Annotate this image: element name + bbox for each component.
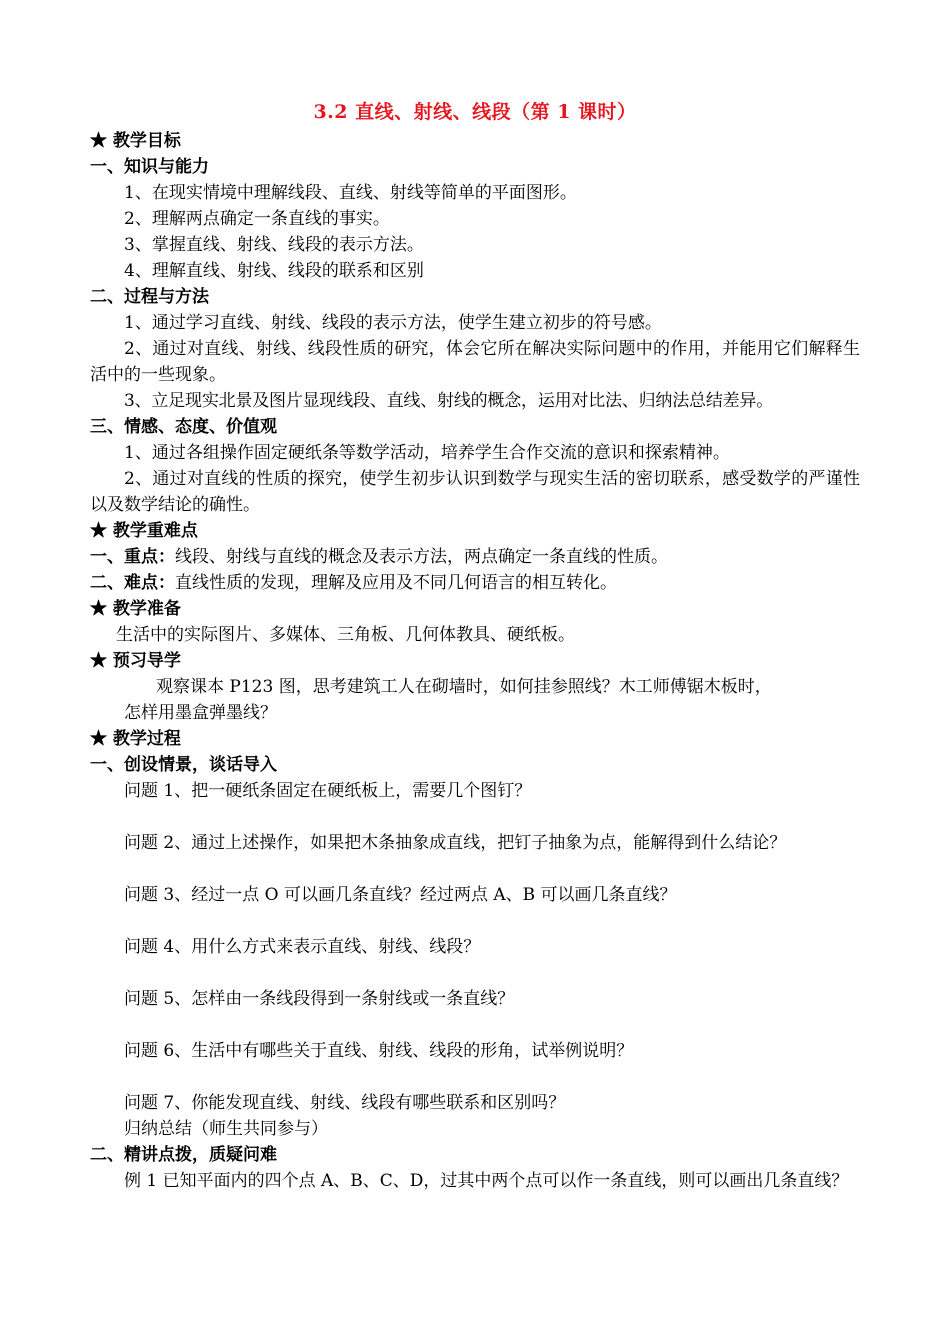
summary-text: 归纳总结（师生共同参与） <box>124 1119 328 1139</box>
question-item: 问题 5、怎样由一条线段得到一条射线或一条直线？ <box>124 989 515 1009</box>
emotion-heading: 三、情感、态度、价值观 <box>90 417 277 437</box>
question-item: 问题 2、通过上述操作，如果把木条抽象成直线，把钉子抽象为点，能解得到什么结论？ <box>124 833 787 853</box>
difficult-point <box>90 570 860 596</box>
process2-heading: ★ 教学过程 <box>90 729 181 749</box>
key-point <box>90 544 860 570</box>
question-item: 问题 3、经过一点 O 可以画几条直线？经过两点 A、B 可以画几条直线？ <box>124 885 677 905</box>
process-item: 2、通过对直线、射线、线段性质的研究，体会它所在解决实际问题中的作用，并能用它们解释生活中的一些现象。 <box>90 339 860 385</box>
knowledge-item: 4、理解直线、射线、线段的联系和区别 <box>124 261 424 281</box>
prep-text: 生活中的实际图片、多媒体、三角板、几何体教具、硬纸板。 <box>116 625 575 645</box>
goals-heading: ★ 教学目标 <box>90 131 181 151</box>
difficult-point-text: 直线性质的发现，理解及应用及不同几何语言的相互转化。 <box>175 573 617 593</box>
knowledge-heading: 一、知识与能力 <box>90 157 209 177</box>
question-item: 问题 4、用什么方式来表示直线、射线、线段？ <box>124 937 481 957</box>
spacer <box>90 1064 860 1090</box>
key-point-text: 线段、射线与直线的概念及表示方法，两点确定一条直线的性质。 <box>175 547 668 567</box>
question-item: 问题 1、把一硬纸条固定在硬纸板上，需要几个图钉？ <box>124 781 532 801</box>
key-point-label: 一、重点： <box>90 547 175 567</box>
question-item: 问题 7、你能发现直线、射线、线段有哪些联系和区别吗？ <box>124 1093 566 1113</box>
process-item: 3、立足现实北景及图片显现线段、直线、射线的概念，运用对比法、归纳法总结差异。 <box>124 391 774 411</box>
spacer <box>90 960 860 986</box>
spacer <box>90 856 860 882</box>
spacer <box>90 804 860 830</box>
key-heading: ★ 教学重难点 <box>90 521 198 541</box>
preview-text-cont: 怎样用墨盒弹墨线？ <box>124 703 277 723</box>
process-heading: 二、过程与方法 <box>90 287 209 307</box>
explain-heading: 二、精讲点拨，质疑问难 <box>90 1145 277 1165</box>
preview-heading: ★ 预习导学 <box>90 651 181 671</box>
knowledge-item: 1、在现实情境中理解线段、直线、射线等简单的平面图形。 <box>124 183 577 203</box>
question-item: 问题 6、生活中有哪些关于直线、射线、线段的形角，试举例说明？ <box>124 1041 634 1061</box>
spacer <box>90 1012 860 1038</box>
difficult-point-label: 二、难点： <box>90 573 175 593</box>
spacer <box>90 908 860 934</box>
example-1: 例 1 已知平面内的四个点 A、B、C、D，过其中两个点可以作一条直线，则可以画出几条直线？ <box>124 1171 849 1191</box>
page-title: 3.2 直线、射线、线段（第 1 课时） <box>313 101 637 123</box>
knowledge-item: 3、掌握直线、射线、线段的表示方法。 <box>124 235 424 255</box>
process-item: 1、通过学习直线、射线、线段的表示方法，使学生建立初步的符号感。 <box>124 313 662 333</box>
emotion-item: 1、通过各组操作固定硬纸条等数学活动，培养学生合作交流的意识和探索精神。 <box>124 443 730 463</box>
knowledge-item: 2、理解两点确定一条直线的事实。 <box>124 209 390 229</box>
intro-heading: 一、创设情景，谈话导入 <box>90 755 277 775</box>
preview-text: 观察课本 P123 图，思考建筑工人在砌墙时，如何挂参照线？木工师傅锯木板时， <box>156 677 772 697</box>
emotion-item: 2、通过对直线的性质的探究，使学生初步认识到数学与现实生活的密切联系，感受数学的严谨性以及数学结论的确性。 <box>90 469 860 515</box>
prep-heading: ★ 教学准备 <box>90 599 181 619</box>
